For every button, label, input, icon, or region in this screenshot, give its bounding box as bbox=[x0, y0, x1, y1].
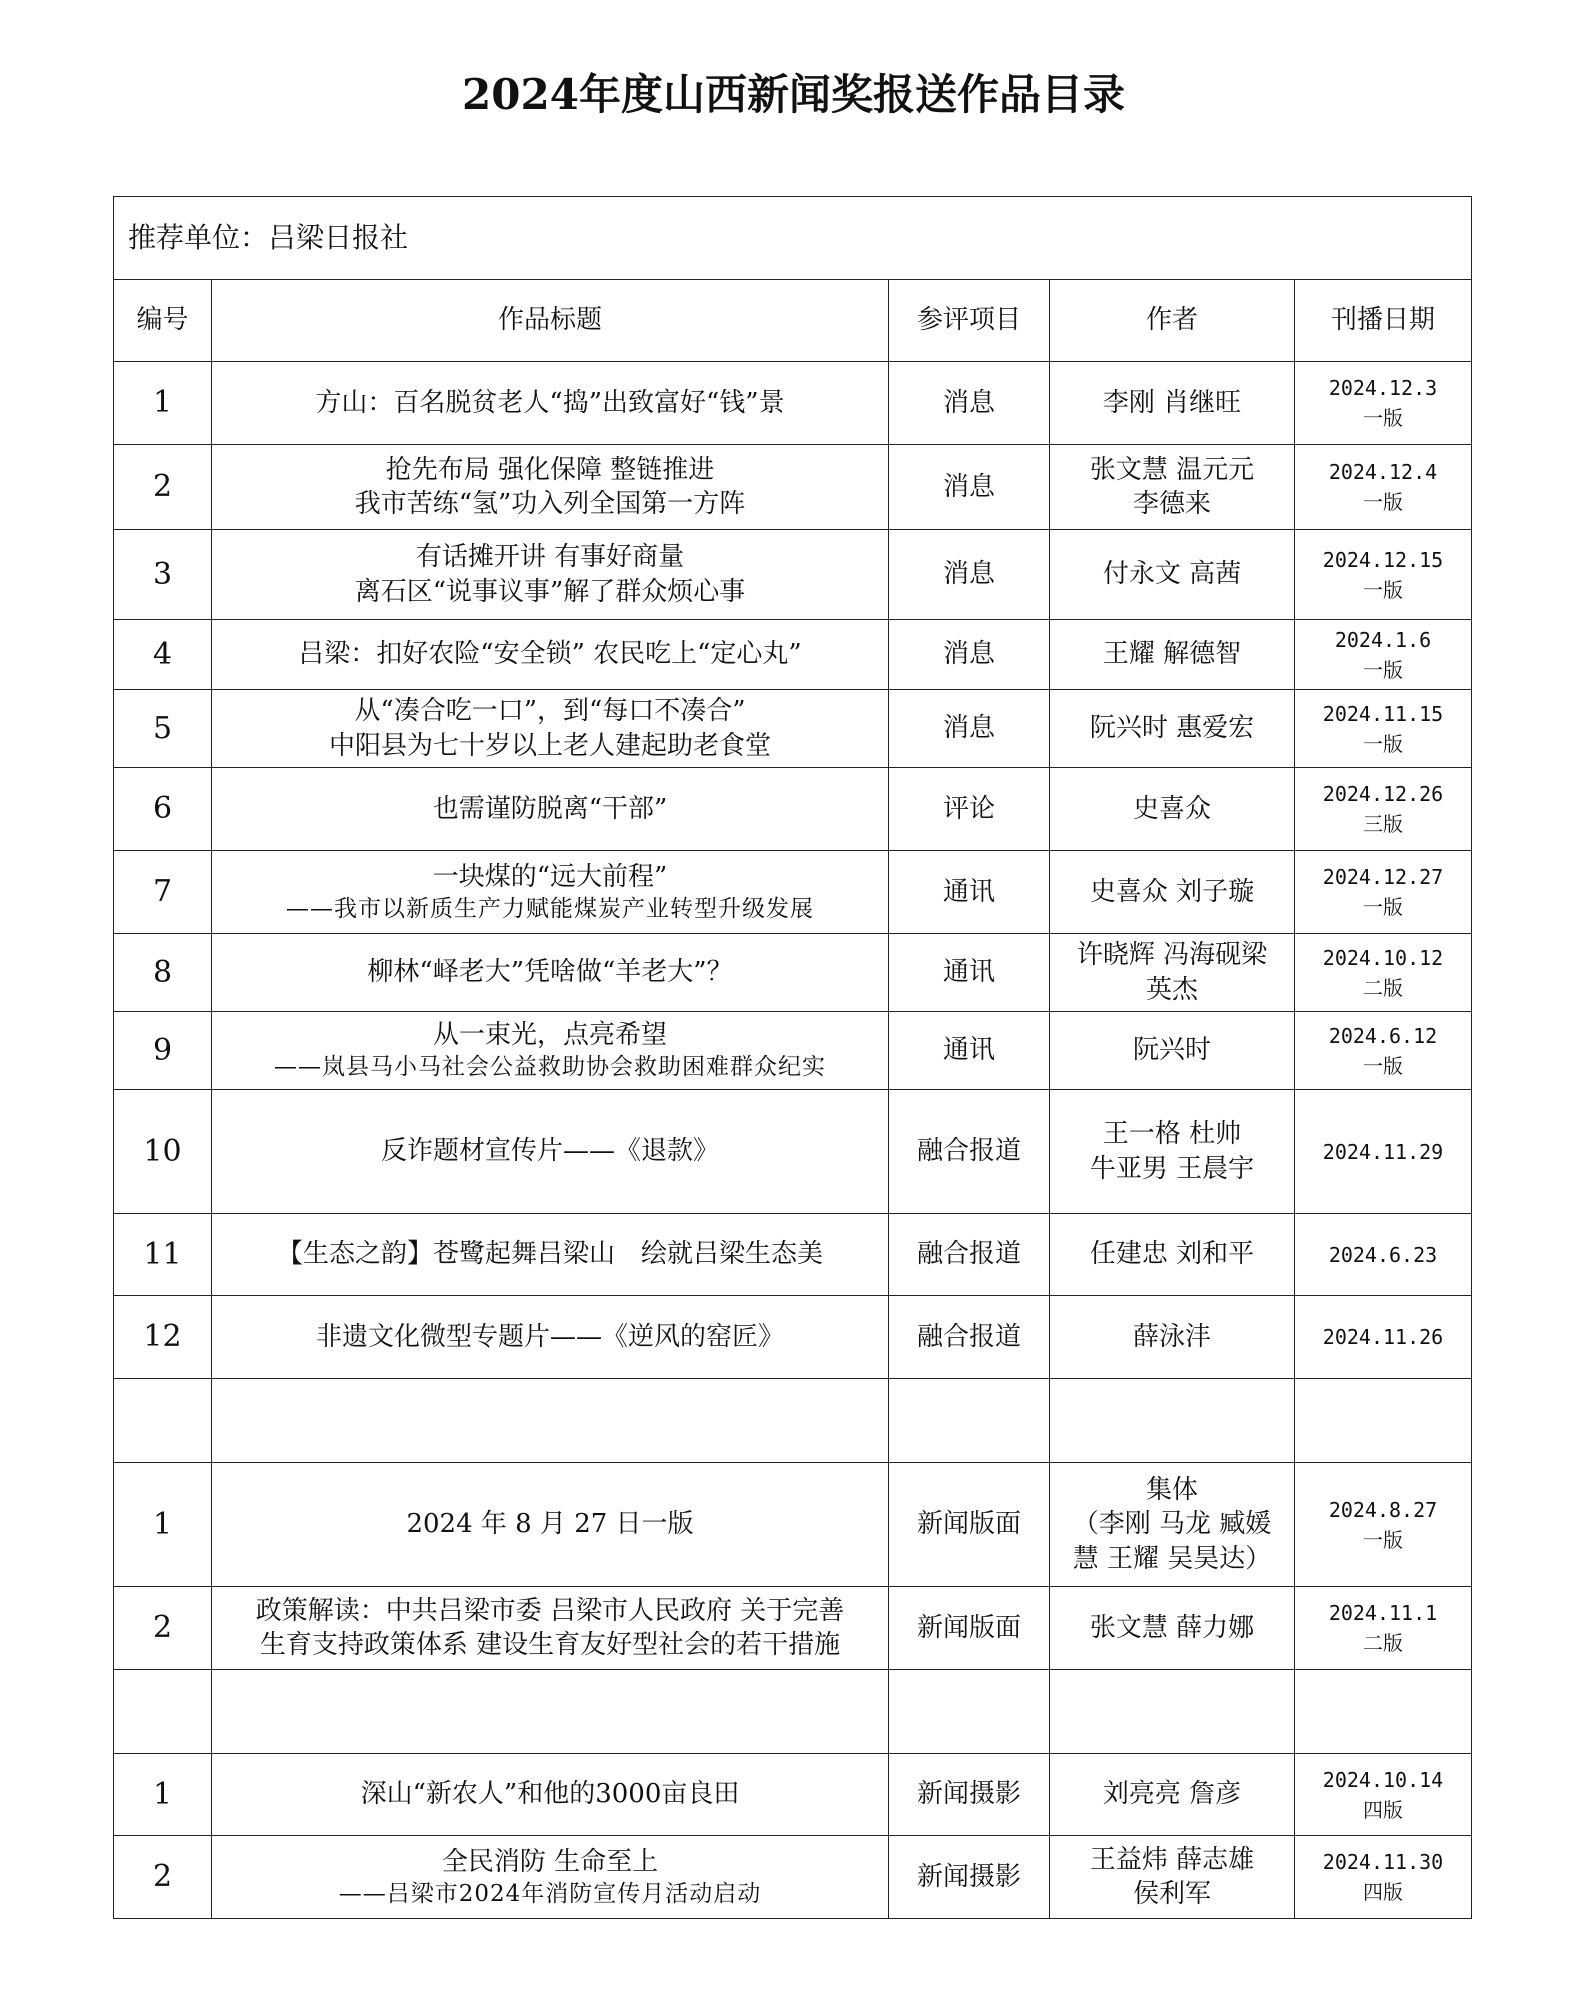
row-number: 6 bbox=[114, 768, 212, 851]
category: 消息 bbox=[889, 445, 1050, 530]
category: 消息 bbox=[889, 620, 1050, 690]
author bbox=[1050, 1754, 1295, 1836]
category: 消息 bbox=[889, 690, 1050, 768]
header-date: 刊播日期 bbox=[1295, 280, 1472, 362]
author bbox=[1050, 690, 1295, 768]
category: 融合报道 bbox=[889, 1296, 1050, 1379]
row-number bbox=[114, 1379, 212, 1463]
work-title bbox=[212, 934, 889, 1012]
table-row bbox=[114, 620, 1472, 690]
title-line: 2024 年 8 月 27 日一版 bbox=[406, 1509, 694, 1540]
category bbox=[889, 1670, 1050, 1754]
category: 消息 bbox=[889, 530, 1050, 620]
date-line: 2024.6.23 bbox=[1328, 1242, 1438, 1267]
date-line: 2024.12.4 bbox=[1328, 460, 1438, 484]
row-number: 12 bbox=[114, 1296, 212, 1379]
title-line: 有话摊开讲 有事好商量 bbox=[415, 542, 685, 573]
work-title bbox=[212, 851, 889, 934]
row-number: 4 bbox=[114, 620, 212, 690]
author-line: 张文慧 温元元 bbox=[1089, 454, 1255, 485]
author bbox=[1050, 530, 1295, 620]
date-line: 2024.11.26 bbox=[1322, 1325, 1444, 1349]
category: 融合报道 bbox=[889, 1090, 1050, 1214]
title-line: ——吕梁市2024年消防宣传月活动启动 bbox=[338, 1880, 762, 1907]
row-number: 9 bbox=[114, 1012, 212, 1090]
category: 融合报道 bbox=[889, 1214, 1050, 1296]
author bbox=[1050, 1012, 1295, 1090]
unit-row bbox=[114, 197, 1472, 280]
author-line: 张文慧 薛力娜 bbox=[1089, 1612, 1255, 1643]
author bbox=[1050, 851, 1295, 934]
work-title bbox=[212, 690, 889, 768]
author-line: 阮兴时 bbox=[1132, 1035, 1211, 1066]
document-title: 2024年度山西新闻奖报送作品目录 bbox=[462, 70, 1125, 119]
table-row bbox=[114, 1463, 1472, 1587]
date-line: 一版 bbox=[1363, 657, 1403, 682]
work-title bbox=[212, 1587, 889, 1670]
title-line: 方山：百名脱贫老人“捣”出致富好“钱”景 bbox=[315, 387, 785, 418]
row-number: 10 bbox=[114, 1090, 212, 1214]
category bbox=[889, 1379, 1050, 1463]
table-row bbox=[114, 362, 1472, 445]
publish-date bbox=[1295, 1587, 1472, 1670]
title-line: ——岚县马小马社会公益救助协会救助困难群众纪实 bbox=[274, 1054, 826, 1081]
date-line: 2024.8.27 bbox=[1328, 1497, 1438, 1522]
table-row bbox=[114, 445, 1472, 530]
category: 新闻版面 bbox=[889, 1587, 1050, 1670]
row-number: 1 bbox=[114, 362, 212, 445]
date-line: 2024.11.1 bbox=[1328, 1601, 1438, 1625]
header-number: 编号 bbox=[114, 280, 212, 362]
work-title bbox=[212, 768, 889, 851]
recommending-unit: 推荐单位：吕梁日报社 bbox=[114, 197, 1472, 280]
author-line: 李刚 肖继旺 bbox=[1102, 387, 1242, 418]
author-line: 史喜众 刘子璇 bbox=[1089, 876, 1255, 907]
work-title bbox=[212, 362, 889, 445]
author-line: 王一格 杜帅 bbox=[1102, 1119, 1242, 1150]
title-line: 非遗文化微型专题片——《逆风的窑匠》 bbox=[315, 1321, 784, 1352]
author bbox=[1050, 620, 1295, 690]
date-line: 2024.11.29 bbox=[1322, 1139, 1444, 1164]
title-line: 也需谨防脱离“干部” bbox=[432, 793, 668, 824]
date-line: 2024.12.27 bbox=[1322, 865, 1444, 889]
row-number: 7 bbox=[114, 851, 212, 934]
row-number: 8 bbox=[114, 934, 212, 1012]
date-line: 2024.10.12 bbox=[1322, 945, 1444, 970]
date-line: 二版 bbox=[1363, 975, 1403, 1000]
date-line: 四版 bbox=[1363, 1797, 1403, 1822]
author-line: 任建忠 刘和平 bbox=[1089, 1239, 1255, 1270]
publish-date bbox=[1295, 1296, 1472, 1379]
author bbox=[1050, 1670, 1295, 1754]
date-line: 2024.6.12 bbox=[1328, 1023, 1438, 1048]
author-line: 侯利军 bbox=[1132, 1879, 1211, 1909]
author-line: 牛亚男 王晨宇 bbox=[1089, 1153, 1255, 1184]
header-row bbox=[114, 280, 1472, 362]
publish-date bbox=[1295, 934, 1472, 1012]
title-line: 吕梁：扣好农险“安全锁” 农民吃上“定心丸” bbox=[298, 639, 802, 670]
author-line: 慧 王耀 吴昊达） bbox=[1072, 1543, 1272, 1574]
row-number: 3 bbox=[114, 530, 212, 620]
date-line: 一版 bbox=[1363, 731, 1403, 756]
publish-date bbox=[1295, 1836, 1472, 1919]
title-line: 离石区“说事议事”解了群众烦心事 bbox=[354, 576, 746, 607]
author bbox=[1050, 934, 1295, 1012]
title-line: 【生态之韵】苍鹭起舞吕梁山 绘就吕梁生态美 bbox=[276, 1239, 823, 1270]
table-row bbox=[114, 851, 1472, 934]
title-line: 政策解读：中共吕梁市委 吕梁市人民政府 关于完善 bbox=[255, 1595, 845, 1626]
title-line: 反诈题材宣传片——《退款》 bbox=[380, 1136, 719, 1167]
author-line: 许晓辉 冯海砚梁 bbox=[1076, 940, 1268, 971]
author-line: 阮兴时 惠爱宏 bbox=[1089, 713, 1255, 744]
work-title bbox=[212, 1463, 889, 1587]
date-line: 一版 bbox=[1363, 577, 1403, 602]
title-line: 生育支持政策体系 建设生育友好型社会的若干措施 bbox=[259, 1630, 841, 1660]
category: 通讯 bbox=[889, 934, 1050, 1012]
table-row bbox=[114, 1296, 1472, 1379]
table-row bbox=[114, 1090, 1472, 1214]
author bbox=[1050, 1587, 1295, 1670]
publish-date bbox=[1295, 768, 1472, 851]
author-line: 付永文 高茜 bbox=[1102, 559, 1242, 590]
author-line: （李刚 马龙 臧媛 bbox=[1072, 1509, 1272, 1540]
row-number: 11 bbox=[114, 1214, 212, 1296]
author-line: 李德来 bbox=[1132, 489, 1211, 519]
title-line: 一块煤的“远大前程” bbox=[432, 861, 668, 892]
publish-date bbox=[1295, 690, 1472, 768]
work-title bbox=[212, 1836, 889, 1919]
author bbox=[1050, 768, 1295, 851]
header-category: 参评项目 bbox=[889, 280, 1050, 362]
date-line: 一版 bbox=[1363, 1527, 1403, 1552]
date-line: 2024.1.6 bbox=[1334, 627, 1432, 652]
date-line: 一版 bbox=[1363, 895, 1403, 919]
title-line: ——我市以新质生产力赋能煤炭产业转型升级发展 bbox=[286, 895, 814, 922]
publish-date bbox=[1295, 620, 1472, 690]
table-row bbox=[114, 1012, 1472, 1090]
date-line: 二版 bbox=[1363, 1631, 1403, 1655]
publish-date bbox=[1295, 362, 1472, 445]
title-line: 从一束光，点亮希望 bbox=[432, 1020, 667, 1051]
work-title bbox=[212, 620, 889, 690]
category: 新闻摄影 bbox=[889, 1836, 1050, 1919]
row-number: 1 bbox=[114, 1754, 212, 1836]
author-line: 王益炜 薛志雄 bbox=[1089, 1844, 1255, 1875]
row-number: 2 bbox=[114, 1836, 212, 1919]
publish-date bbox=[1295, 1754, 1472, 1836]
category: 通讯 bbox=[889, 851, 1050, 934]
work-title bbox=[212, 1754, 889, 1836]
publish-date bbox=[1295, 1463, 1472, 1587]
works-catalog-table bbox=[113, 196, 1472, 1919]
table-row bbox=[114, 530, 1472, 620]
publish-date bbox=[1295, 445, 1472, 530]
table-row bbox=[114, 1587, 1472, 1670]
category: 评论 bbox=[889, 768, 1050, 851]
author bbox=[1050, 1090, 1295, 1214]
date-line: 2024.10.14 bbox=[1322, 1767, 1444, 1792]
author-line: 王耀 解德智 bbox=[1102, 639, 1242, 670]
author bbox=[1050, 1836, 1295, 1919]
title-line: 中阳县为七十岁以上老人建起助老食堂 bbox=[328, 730, 771, 761]
date-line: 四版 bbox=[1363, 1880, 1403, 1904]
date-line: 三版 bbox=[1363, 812, 1403, 836]
date-line: 2024.12.15 bbox=[1322, 547, 1444, 572]
table-row bbox=[114, 690, 1472, 768]
table-row bbox=[114, 1670, 1472, 1754]
author-line: 集体 bbox=[1145, 1475, 1198, 1506]
work-title bbox=[212, 1012, 889, 1090]
publish-date bbox=[1295, 1379, 1472, 1463]
date-line: 一版 bbox=[1363, 1053, 1403, 1078]
work-title bbox=[212, 445, 889, 530]
header-author: 作者 bbox=[1050, 280, 1295, 362]
author-line: 英杰 bbox=[1145, 974, 1198, 1005]
table-row bbox=[114, 1754, 1472, 1836]
author bbox=[1050, 1463, 1295, 1587]
title-line: 我市苦练“氢”功入列全国第一方阵 bbox=[354, 489, 746, 519]
title-line: 深山“新农人”和他的3000亩良田 bbox=[360, 1779, 740, 1810]
author-line: 薛泳沣 bbox=[1132, 1321, 1211, 1352]
table-row bbox=[114, 768, 1472, 851]
publish-date bbox=[1295, 1214, 1472, 1296]
title-line: 从“凑合吃一口”，到“每口不凑合” bbox=[354, 696, 746, 727]
table-row bbox=[114, 1836, 1472, 1919]
work-title bbox=[212, 530, 889, 620]
author-line: 刘亮亮 詹彦 bbox=[1102, 1779, 1242, 1810]
publish-date bbox=[1295, 530, 1472, 620]
title-line: 抢先布局 强化保障 整链推进 bbox=[385, 454, 715, 485]
table-row bbox=[114, 1379, 1472, 1463]
author bbox=[1050, 1379, 1295, 1463]
date-line: 2024.12.26 bbox=[1322, 782, 1444, 806]
title-line: 全民消防 生命至上 bbox=[441, 1846, 659, 1877]
table-row bbox=[114, 1214, 1472, 1296]
category: 通讯 bbox=[889, 1012, 1050, 1090]
category: 新闻版面 bbox=[889, 1463, 1050, 1587]
row-number: 1 bbox=[114, 1463, 212, 1587]
date-line: 一版 bbox=[1363, 406, 1403, 430]
row-number bbox=[114, 1670, 212, 1754]
author bbox=[1050, 1214, 1295, 1296]
date-line: 2024.12.3 bbox=[1328, 376, 1438, 400]
date-line: 一版 bbox=[1363, 490, 1403, 514]
publish-date bbox=[1295, 1670, 1472, 1754]
work-title bbox=[212, 1670, 889, 1754]
author bbox=[1050, 445, 1295, 530]
publish-date bbox=[1295, 851, 1472, 934]
title-line: 柳林“峄老大”凭啥做“羊老大”？ bbox=[367, 957, 733, 988]
header-title: 作品标题 bbox=[212, 280, 889, 362]
author bbox=[1050, 1296, 1295, 1379]
row-number: 5 bbox=[114, 690, 212, 768]
category: 新闻摄影 bbox=[889, 1754, 1050, 1836]
work-title bbox=[212, 1296, 889, 1379]
work-title bbox=[212, 1090, 889, 1214]
row-number: 2 bbox=[114, 445, 212, 530]
author-line: 史喜众 bbox=[1132, 793, 1211, 824]
author bbox=[1050, 362, 1295, 445]
work-title bbox=[212, 1379, 889, 1463]
date-line: 2024.11.30 bbox=[1322, 1850, 1444, 1874]
row-number: 2 bbox=[114, 1587, 212, 1670]
date-line: 2024.11.15 bbox=[1322, 701, 1444, 726]
table-row bbox=[114, 934, 1472, 1012]
publish-date bbox=[1295, 1012, 1472, 1090]
category: 消息 bbox=[889, 362, 1050, 445]
work-title bbox=[212, 1214, 889, 1296]
publish-date bbox=[1295, 1090, 1472, 1214]
